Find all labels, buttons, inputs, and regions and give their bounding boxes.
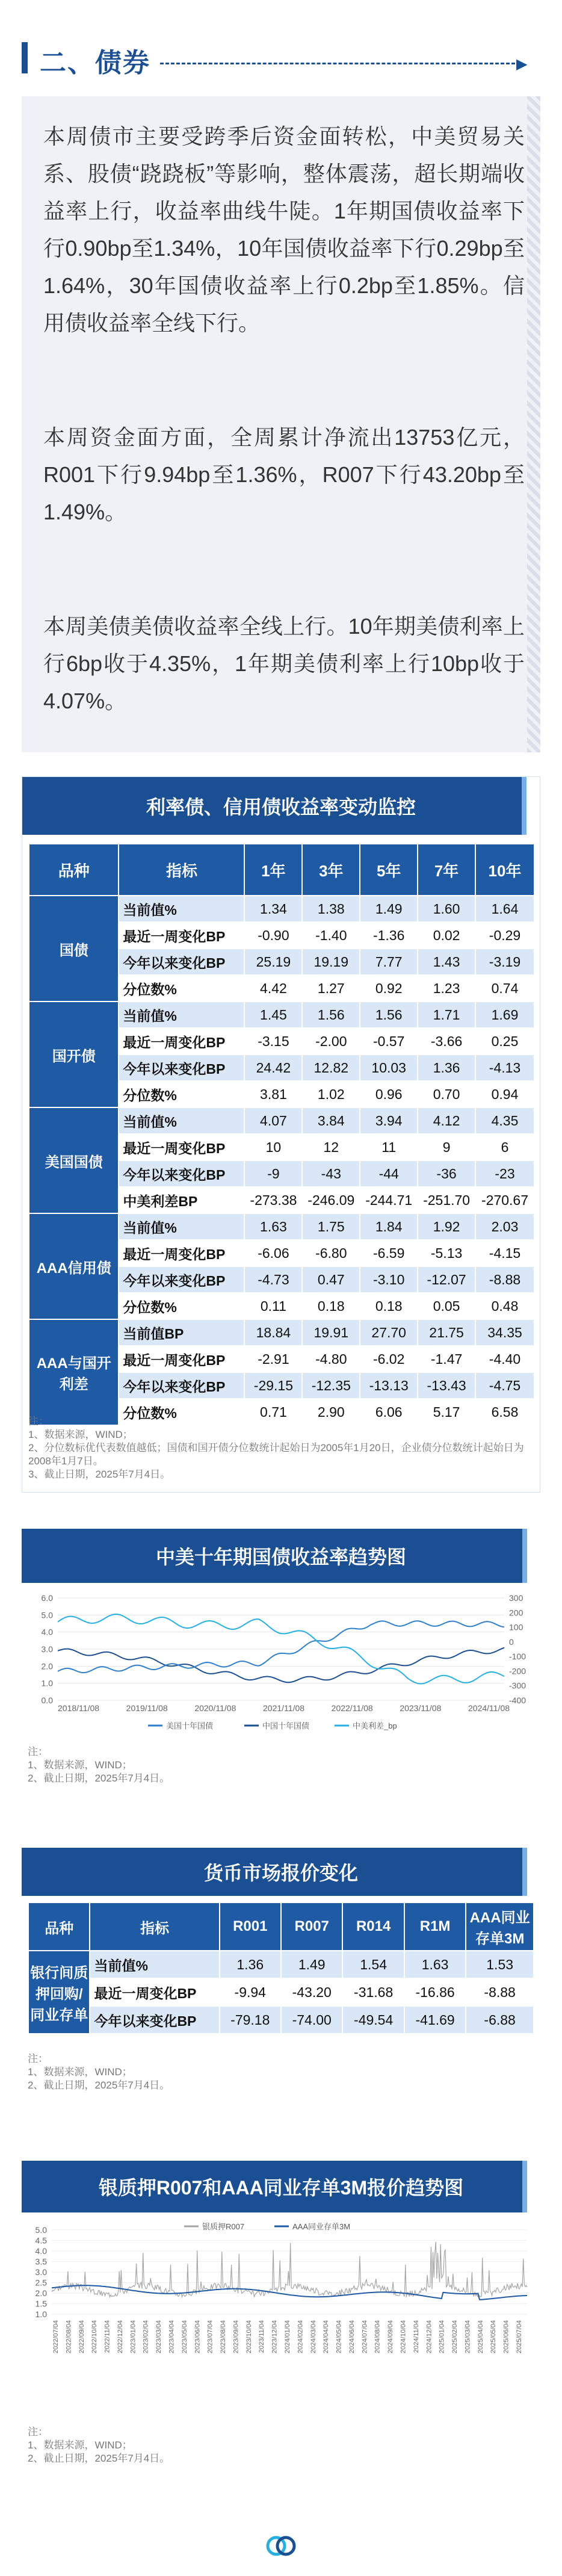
- chart1-card: [22, 1529, 540, 1806]
- money-header-cell: 品种: [28, 1903, 90, 1951]
- money-header-cell: R1M: [404, 1903, 466, 1951]
- indicator-cell: 分位数%: [119, 1081, 244, 1107]
- indicator-cell: 最近一周变化BP: [119, 1028, 244, 1054]
- indicator-cell: 最近一周变化BP: [119, 1240, 244, 1266]
- value-cell: -3.66: [418, 1028, 475, 1054]
- value-cell: -43: [302, 1160, 360, 1187]
- indicator-cell: 中美利差BP: [119, 1187, 244, 1213]
- section-header: [22, 35, 540, 77]
- value-cell: -4.75: [475, 1372, 534, 1399]
- value-cell: -29.15: [244, 1372, 302, 1399]
- money-header-cell: 指标: [90, 1903, 219, 1951]
- chart2-card: [22, 2161, 540, 2498]
- x-tick-label: 2024/07/04: [361, 2320, 369, 2354]
- chart2-notes: [28, 2426, 170, 2465]
- value-cell: 1.49: [281, 1951, 342, 1978]
- value-cell: 12.82: [302, 1054, 360, 1081]
- group-label: 国债: [29, 896, 119, 1002]
- rate-header-cell: 指标: [119, 844, 244, 896]
- value-cell: -0.90: [244, 922, 302, 949]
- group-label: 国开债: [29, 1002, 119, 1107]
- indicator-cell: 分位数%: [119, 1293, 244, 1319]
- x-tick-label: 2025/05/04: [490, 2320, 498, 2354]
- value-cell: -74.00: [281, 2006, 342, 2034]
- value-cell: -4.40: [475, 1346, 534, 1372]
- value-cell: -0.29: [475, 922, 534, 949]
- x-tick-label: 2023/01/04: [129, 2320, 137, 2354]
- value-cell: -36: [418, 1160, 475, 1187]
- x-tick-label: 2022/08/04: [65, 2320, 73, 2354]
- note-line: 注：: [28, 2426, 48, 2438]
- value-cell: 1.63: [404, 1951, 466, 1978]
- indicator-cell: 当前值%: [90, 1951, 219, 1978]
- y-tick-label: 3.0: [41, 1644, 53, 1654]
- value-cell: 1.43: [418, 949, 475, 975]
- table-row: [28, 2006, 534, 2034]
- value-cell: 1.75: [302, 1213, 360, 1240]
- value-cell: 1.53: [466, 1951, 534, 1978]
- rate-header-cell: 品种: [29, 844, 119, 896]
- value-cell: 1.92: [418, 1213, 475, 1240]
- value-cell: 2.90: [302, 1399, 360, 1425]
- x-tick-label: 2024/03/04: [309, 2320, 317, 2354]
- value-cell: -13.43: [418, 1372, 475, 1399]
- y-tick-label: 5.0: [35, 2225, 47, 2235]
- y2-tick-label: -200: [509, 1666, 526, 1676]
- x-tick-label: 2024/11/08: [468, 1703, 510, 1713]
- value-cell: 1.45: [244, 1002, 302, 1028]
- x-tick-label: 2025/07/04: [516, 2320, 523, 2354]
- value-cell: -16.86: [404, 1978, 466, 2006]
- value-cell: 0.92: [360, 975, 418, 1002]
- x-tick-label: 2023/02/04: [142, 2320, 150, 2354]
- indicator-cell: 最近一周变化BP: [90, 1978, 219, 2006]
- y-tick-label: 6.0: [41, 1593, 53, 1603]
- value-cell: 1.71: [418, 1002, 475, 1028]
- indicator-cell: 今年以来变化BP: [90, 2006, 219, 2034]
- y-tick-label: 4.0: [41, 1627, 53, 1637]
- value-cell: -1.36: [360, 922, 418, 949]
- indicator-cell: 当前值%: [119, 896, 244, 922]
- value-cell: -23: [475, 1160, 534, 1187]
- rate-header-cell: 3年: [302, 844, 360, 896]
- money-table-title-text: 货币市场报价变化: [203, 1862, 358, 1884]
- x-tick-label: 2023/04/04: [168, 2320, 176, 2354]
- value-cell: 0.71: [244, 1399, 302, 1425]
- value-cell: 0.48: [475, 1293, 534, 1319]
- value-cell: 3.81: [244, 1081, 302, 1107]
- x-tick-label: 2025/01/04: [438, 2320, 446, 2354]
- value-cell: -244.71: [360, 1187, 418, 1213]
- indicator-cell: 最近一周变化BP: [119, 1346, 244, 1372]
- rate-table-card: [22, 776, 540, 1493]
- money-table: [28, 1902, 534, 2034]
- value-cell: 4.12: [418, 1107, 475, 1134]
- value-cell: 27.70: [360, 1319, 418, 1346]
- value-cell: 1.27: [302, 975, 360, 1002]
- table-row: [28, 1951, 534, 1978]
- chart2-title-text: 银质押R007和AAA同业存单3M报价趋势图: [98, 2177, 464, 2199]
- value-cell: 0.18: [360, 1293, 418, 1319]
- rate-header-cell: 7年: [418, 844, 475, 896]
- value-cell: 21.75: [418, 1319, 475, 1346]
- group-label: AAA与国开利差: [29, 1319, 119, 1425]
- y2-tick-label: 200: [509, 1608, 523, 1618]
- value-cell: -4.80: [302, 1346, 360, 1372]
- chart1-notes: [28, 1745, 170, 1785]
- x-tick-label: 2022/07/04: [52, 2320, 60, 2354]
- indicator-cell: 分位数%: [119, 1399, 244, 1425]
- money-header-cell: R001: [220, 1903, 281, 1951]
- y2-tick-label: -300: [509, 1680, 526, 1691]
- value-cell: -6.02: [360, 1346, 418, 1372]
- value-cell: 4.35: [475, 1107, 534, 1134]
- x-tick-label: 2025/04/04: [477, 2320, 484, 2354]
- money-header-cell: R007: [281, 1903, 342, 1951]
- intro-panel: [22, 96, 540, 752]
- x-tick-label: 2024/06/04: [348, 2320, 356, 2354]
- note-line: 3、截止日期，2025年7月4日。: [28, 1469, 171, 1480]
- chart1-title: [22, 1529, 540, 1583]
- indicator-cell: 当前值%: [119, 1002, 244, 1028]
- value-cell: 1.84: [360, 1213, 418, 1240]
- value-cell: -2.00: [302, 1028, 360, 1054]
- value-cell: 0.18: [302, 1293, 360, 1319]
- value-cell: 19.19: [302, 949, 360, 975]
- table-row: [29, 1002, 534, 1028]
- value-cell: -273.38: [244, 1187, 302, 1213]
- value-cell: 1.56: [360, 1002, 418, 1028]
- value-cell: 3.84: [302, 1107, 360, 1134]
- x-tick-label: 2022/09/04: [78, 2320, 85, 2354]
- x-tick-label: 2025/06/04: [502, 2320, 510, 2354]
- rate-header-cell: 1年: [244, 844, 302, 896]
- value-cell: -41.69: [404, 2006, 466, 2034]
- value-cell: 1.36: [418, 1054, 475, 1081]
- y-tick-label: 5.0: [41, 1610, 53, 1620]
- value-cell: 25.19: [244, 949, 302, 975]
- chevron-right-icon: ▶: [516, 56, 528, 72]
- value-cell: 6: [475, 1134, 534, 1160]
- x-tick-label: 2024/12/04: [425, 2320, 433, 2354]
- value-cell: -251.70: [418, 1187, 475, 1213]
- value-cell: 3.94: [360, 1107, 418, 1134]
- intro-paragraph-2: 本周资金面方面，全周累计净流出13753亿元，R001下行9.94bp至1.36%，R007下行43.20bp至1.49%。: [43, 425, 525, 524]
- x-tick-label: 2023/07/04: [206, 2320, 214, 2354]
- value-cell: 10: [244, 1134, 302, 1160]
- x-tick-label: 2023/06/04: [194, 2320, 202, 2354]
- section-divider: [160, 63, 515, 64]
- y-tick-label: 3.5: [35, 2256, 47, 2267]
- x-tick-label: 2023/10/04: [245, 2320, 253, 2354]
- x-tick-label: 2020/11/08: [194, 1703, 236, 1713]
- value-cell: -6.88: [466, 2006, 534, 2034]
- indicator-cell: 今年以来变化BP: [119, 1160, 244, 1187]
- table-row: [29, 1213, 534, 1240]
- value-cell: -43.20: [281, 1978, 342, 2006]
- value-cell: 0.47: [302, 1266, 360, 1293]
- money-table-notes: [28, 2052, 170, 2092]
- money-table-title: [22, 1848, 540, 1896]
- value-cell: -4.15: [475, 1240, 534, 1266]
- chart2-title: [22, 2161, 540, 2212]
- group-label: 美国国债: [29, 1107, 119, 1213]
- x-tick-label: 2023/12/04: [271, 2320, 279, 2354]
- value-cell: 0.74: [475, 975, 534, 1002]
- y-tick-label: 1.0: [35, 2309, 47, 2319]
- us-10y-line: [58, 1621, 504, 1673]
- value-cell: -12.07: [418, 1266, 475, 1293]
- note-line: 1、数据来源，WIND；: [28, 2439, 132, 2451]
- value-cell: 1.36: [220, 1951, 281, 1978]
- value-cell: -1.40: [302, 922, 360, 949]
- intro-paragraph-3: 本周美债美债收益率全线上行。10年期美债利率上行6bp收于4.35%，1年期美债利率上行10bp收于4.07%。: [43, 614, 525, 713]
- value-cell: -0.57: [360, 1028, 418, 1054]
- footer-logo-icon: [263, 2534, 299, 2558]
- value-cell: 1.34: [244, 896, 302, 922]
- value-cell: -31.68: [342, 1978, 404, 2006]
- indicator-cell: 当前值%: [119, 1213, 244, 1240]
- rate-table: [28, 843, 535, 1426]
- value-cell: 12: [302, 1134, 360, 1160]
- x-tick-label: 2023/03/04: [155, 2320, 163, 2354]
- rate-table-notes: [28, 1415, 535, 1481]
- y-tick-label: 3.0: [35, 2267, 47, 2277]
- value-cell: 10.03: [360, 1054, 418, 1081]
- value-cell: 11: [360, 1134, 418, 1160]
- value-cell: -2.91: [244, 1346, 302, 1372]
- chart2-svg: [22, 2218, 540, 2398]
- value-cell: 0.02: [418, 922, 475, 949]
- x-tick-label: 2023/11/04: [258, 2320, 266, 2353]
- money-header-cell: R014: [342, 1903, 404, 1951]
- y2-tick-label: 100: [509, 1622, 523, 1632]
- value-cell: -3.19: [475, 949, 534, 975]
- note-line: 注：: [28, 2053, 48, 2064]
- value-cell: -9.94: [220, 1978, 281, 2006]
- legend-label: AAA同业存单3M: [292, 2222, 351, 2231]
- value-cell: 4.07: [244, 1107, 302, 1134]
- group-label: AAA信用债: [29, 1213, 119, 1319]
- value-cell: -3.10: [360, 1266, 418, 1293]
- y-tick-label: 4.0: [35, 2246, 47, 2256]
- value-cell: -9: [244, 1160, 302, 1187]
- value-cell: 0.94: [475, 1081, 534, 1107]
- x-tick-label: 2021/11/08: [263, 1703, 305, 1713]
- rate-table-title: [22, 777, 540, 835]
- value-cell: -1.47: [418, 1346, 475, 1372]
- value-cell: 0.05: [418, 1293, 475, 1319]
- value-cell: 1.56: [302, 1002, 360, 1028]
- x-tick-label: 2022/11/08: [331, 1703, 373, 1713]
- section-bar: [22, 42, 28, 73]
- x-tick-label: 2023/11/08: [400, 1703, 442, 1713]
- value-cell: 1.69: [475, 1002, 534, 1028]
- value-cell: 7.77: [360, 949, 418, 975]
- note-line: 2、截止日期，2025年7月4日。: [28, 2079, 170, 2091]
- value-cell: -13.13: [360, 1372, 418, 1399]
- note-line: 2、分位数标优代表数值越低；国债和国开债分位数统计起始日为2005年1月20日，企业债分位数统计起始日为2008年1月7日。: [28, 1442, 524, 1467]
- value-cell: -6.59: [360, 1240, 418, 1266]
- value-cell: -6.80: [302, 1240, 360, 1266]
- x-tick-label: 2025/03/04: [464, 2320, 472, 2354]
- y-tick-label: 2.0: [41, 1661, 53, 1671]
- value-cell: 0.11: [244, 1293, 302, 1319]
- value-cell: 24.42: [244, 1054, 302, 1081]
- indicator-cell: 今年以来变化BP: [119, 1266, 244, 1293]
- indicator-cell: 今年以来变化BP: [119, 949, 244, 975]
- value-cell: 1.02: [302, 1081, 360, 1107]
- x-tick-label: 2018/11/08: [58, 1703, 100, 1713]
- x-tick-label: 2019/11/08: [126, 1703, 168, 1713]
- value-cell: 1.63: [244, 1213, 302, 1240]
- y2-tick-label: 0: [509, 1636, 514, 1647]
- group-label: 银行间质押回购/同业存单: [28, 1951, 90, 2034]
- indicator-cell: 当前值BP: [119, 1319, 244, 1346]
- value-cell: 6.06: [360, 1399, 418, 1425]
- value-cell: -8.88: [466, 1978, 534, 2006]
- value-cell: 0.70: [418, 1081, 475, 1107]
- legend-label: 美国十年国债: [166, 1721, 214, 1730]
- value-cell: 1.23: [418, 975, 475, 1002]
- x-tick-label: 2024/04/04: [323, 2320, 330, 2354]
- rate-header-cell: 5年: [360, 844, 418, 896]
- indicator-cell: 最近一周变化BP: [119, 1134, 244, 1160]
- rate-header-cell: 10年: [475, 844, 534, 896]
- value-cell: -6.06: [244, 1240, 302, 1266]
- y2-tick-label: 300: [509, 1593, 523, 1603]
- x-tick-label: 2024/09/04: [387, 2320, 395, 2354]
- x-tick-label: 2022/10/04: [91, 2320, 99, 2354]
- value-cell: 2.03: [475, 1213, 534, 1240]
- value-cell: 1.64: [475, 896, 534, 922]
- value-cell: 0.96: [360, 1081, 418, 1107]
- value-cell: -79.18: [220, 2006, 281, 2034]
- y2-tick-label: -100: [509, 1652, 526, 1662]
- panel-stripe: [527, 96, 540, 752]
- note-line: 1、数据来源，WIND；: [28, 2066, 132, 2078]
- value-cell: 1.49: [360, 896, 418, 922]
- indicator-cell: 今年以来变化BP: [119, 1054, 244, 1081]
- y-tick-label: 0.0: [41, 1695, 53, 1705]
- y-tick-label: 4.5: [35, 2235, 47, 2246]
- note-line: 2、截止日期，2025年7月4日。: [28, 1773, 170, 1784]
- note-line: 1、数据来源，WIND；: [28, 1759, 132, 1771]
- value-cell: -3.15: [244, 1028, 302, 1054]
- value-cell: 18.84: [244, 1319, 302, 1346]
- value-cell: 5.17: [418, 1399, 475, 1425]
- money-header-cell: AAA同业存单3M: [466, 1903, 534, 1951]
- x-tick-label: 2023/09/04: [232, 2320, 240, 2354]
- value-cell: -49.54: [342, 2006, 404, 2034]
- note-line: 注：: [28, 1746, 48, 1757]
- value-cell: -5.13: [418, 1240, 475, 1266]
- section-title: 二、债券: [40, 48, 150, 78]
- intro-paragraph-1: 本周债市主要受跨季后资金面转松，中美贸易关系、股债“跷跷板”等影响，整体震荡，超长期端收益率上行，收益率曲线牛陡。1年期国债收益率下行0.90bp至1.34%，10年国债收益率下行0.29bp至1.64%，30年国债收益率上行0.2bp至1.85%。信用债收益率全线下行。: [43, 124, 525, 335]
- x-tick-label: 2024/08/04: [374, 2320, 381, 2354]
- value-cell: 1.38: [302, 896, 360, 922]
- y-tick-label: 2.0: [35, 2288, 47, 2298]
- table-row: [29, 896, 534, 922]
- table-row: [29, 1107, 534, 1134]
- note-line: 注：: [28, 1416, 49, 1427]
- chart1-title-text: 中美十年期国债收益率趋势图: [155, 1546, 406, 1568]
- value-cell: -4.13: [475, 1054, 534, 1081]
- table-row: [29, 1319, 534, 1346]
- legend-label: 中美利差_bp: [353, 1721, 397, 1730]
- value-cell: -44: [360, 1160, 418, 1187]
- note-line: 1、数据来源，WIND；: [28, 1429, 133, 1440]
- x-tick-label: 2024/05/04: [335, 2320, 343, 2354]
- value-cell: 6.58: [475, 1399, 534, 1425]
- value-cell: 19.91: [302, 1319, 360, 1346]
- chart1-svg: [22, 1586, 540, 1736]
- x-tick-label: 2024/01/04: [284, 2320, 291, 2354]
- y-tick-label: 1.5: [35, 2299, 47, 2309]
- money-table-card: [22, 1848, 540, 2125]
- y2-tick-label: -400: [509, 1695, 526, 1705]
- table-row: [28, 1978, 534, 2006]
- x-tick-label: 2025/02/04: [451, 2320, 459, 2354]
- value-cell: -246.09: [302, 1187, 360, 1213]
- x-tick-label: 2023/05/04: [181, 2320, 188, 2354]
- y-tick-label: 1.0: [41, 1678, 53, 1688]
- x-tick-label: 2022/11/04: [103, 2320, 111, 2353]
- x-tick-label: 2024/11/04: [412, 2320, 420, 2353]
- indicator-cell: 分位数%: [119, 975, 244, 1002]
- indicator-cell: 今年以来变化BP: [119, 1372, 244, 1399]
- indicator-cell: 最近一周变化BP: [119, 922, 244, 949]
- value-cell: 1.60: [418, 896, 475, 922]
- note-line: 2、截止日期，2025年7月4日。: [28, 2453, 170, 2464]
- x-tick-label: 2024/10/04: [400, 2320, 407, 2354]
- legend-label: 银质押R007: [202, 2222, 245, 2231]
- x-tick-label: 2024/02/04: [297, 2320, 304, 2354]
- value-cell: -4.73: [244, 1266, 302, 1293]
- legend-label: 中国十年国债: [262, 1721, 310, 1730]
- value-cell: 1.54: [342, 1951, 404, 1978]
- y-tick-label: 2.5: [35, 2277, 47, 2288]
- rate-table-title-text: 利率债、信用债收益率变动监控: [146, 796, 416, 818]
- value-cell: 0.25: [475, 1028, 534, 1054]
- value-cell: 34.35: [475, 1319, 534, 1346]
- value-cell: -8.88: [475, 1266, 534, 1293]
- value-cell: 9: [418, 1134, 475, 1160]
- x-tick-label: 2023/08/04: [220, 2320, 227, 2354]
- value-cell: -12.35: [302, 1372, 360, 1399]
- value-cell: -270.67: [475, 1187, 534, 1213]
- x-tick-label: 2022/12/04: [116, 2320, 124, 2354]
- value-cell: 4.42: [244, 975, 302, 1002]
- indicator-cell: 当前值%: [119, 1107, 244, 1134]
